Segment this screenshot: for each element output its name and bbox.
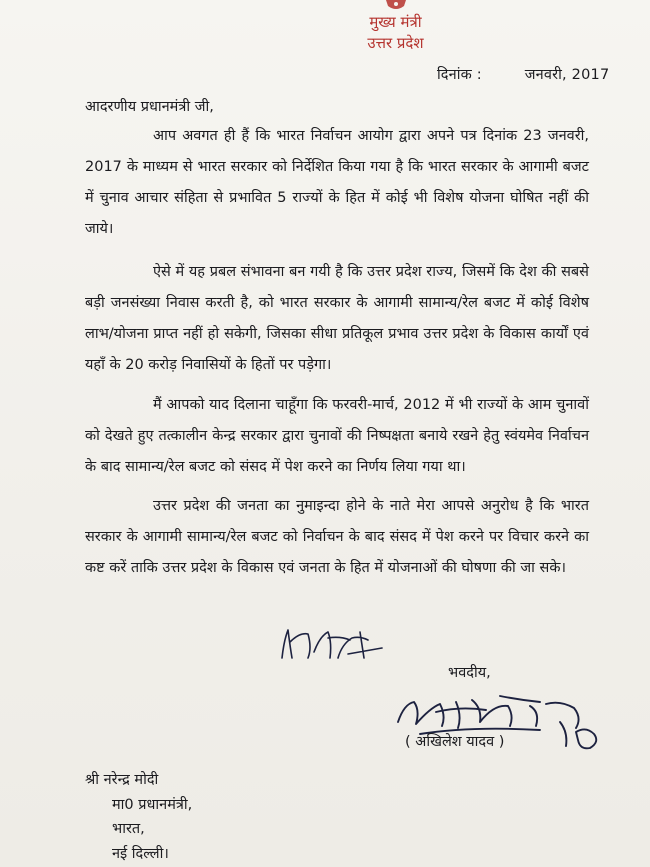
initials-handwriting [278, 618, 388, 666]
letterhead [343, 12, 448, 54]
letterhead-title: मुख्य मंत्री [369, 13, 422, 31]
letterhead-state: उत्तर प्रदेश [367, 34, 424, 52]
paragraph-4: उत्तर प्रदेश की जनता का नुमाइन्दा होने के नाते मेरा आपसे अनुरोध है कि भारत सरकार के आगामी सामान्य/रेल बजट को निर्वाचन के बाद संसद में पेश करने पर विचार करने का कष्ट करें ताकि उत्तर प्रदेश के विकास एवं जनता के हित में योजनाओं की घोषणा की जा सके। [85, 498, 589, 576]
addressee-name: श्री नरेन्द्र मोदी [85, 772, 159, 788]
addressee-title: मा0 प्रधानमंत्री, [112, 796, 193, 813]
salutation: आदरणीय प्रधानमंत्री जी, [85, 99, 214, 115]
paragraph-3: मैं आपको याद दिलाना चाहूँगा कि फरवरी-मार्च, 2012 में भी राज्यों के आम चुनावों को देखते हुए तत्कालीन केन्द्र सरकार द्वारा चुनावों की निष्पक्षता बनाये रखने हेतु स्वंयमेव निर्वाचन के बाद सामान्य/रेल बजट को संसद में पेश करने का निर्णय लिया गया था। [85, 397, 589, 475]
addressee-block [85, 768, 192, 866]
paragraph-2: ऐसे में यह प्रबल संभावना बन गयी है कि उत्तर प्रदेश राज्य, जिसमें कि देश की सबसे बड़ी जनसंख्या निवास करती है, को भारत सरकार के आगामी सामान्य/रेल बजट में कोई विशेष लाभ/योजना प्राप्त नहीं हो सकेगी, जिसका सीधा प्रतिकूल प्रभाव उत्तर प्रदेश के विकास कार्यों एवं यहाँ के 20 करोड़ निवासियों के हितों पर पड़ेगा। [85, 264, 589, 373]
closing-text: भवदीय, [448, 665, 491, 681]
addressee-city: नई दिल्ली। [112, 845, 169, 862]
date-label: दिनांक : [437, 67, 482, 83]
addressee-country: भारत, [112, 821, 145, 837]
paragraph-1: आप अवगत ही हैं कि भारत निर्वाचन आयोग द्वारा अपने पत्र दिनांक 23 जनवरी, 2017 के माध्यम से भारत सरकार को निर्देशित किया गया है कि भारत सरकार के आगामी बजट में चुनाव आचार संहिता से प्रभावित 5 राज्यों के हित में कोई भी विशेष योजना घोषित नहीं की जाये। [85, 128, 589, 237]
state-emblem-icon [384, 0, 408, 12]
date-value: जनवरी, 2017 [524, 67, 610, 83]
date-line [437, 64, 609, 84]
signatory-name: ( अखिलेश यादव ) [405, 734, 505, 750]
